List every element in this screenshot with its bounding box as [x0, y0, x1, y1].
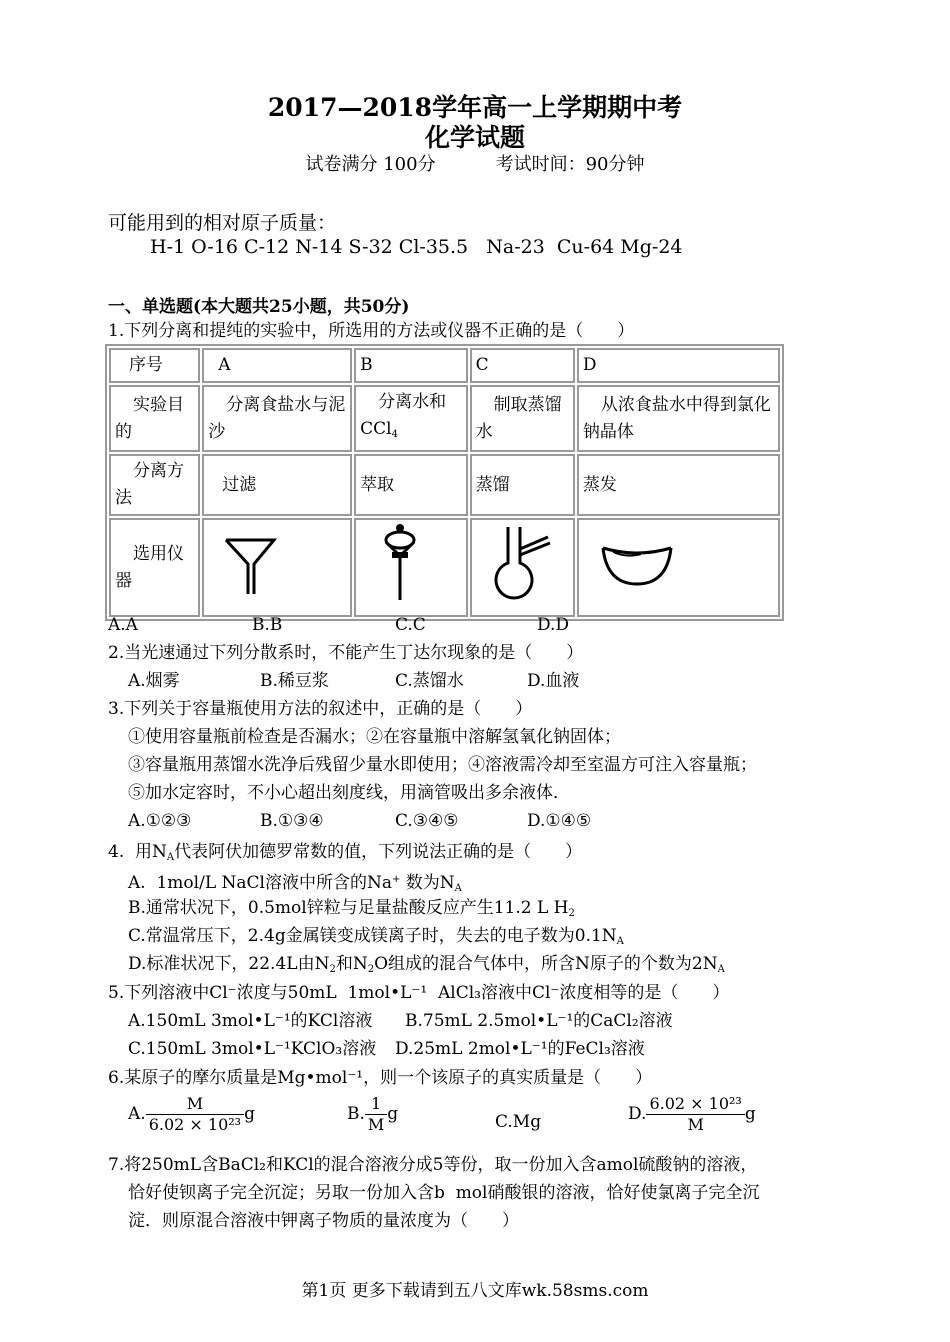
instrument-c — [470, 518, 575, 617]
q6-option-b: B. $\frac{1}{M}$ g — [347, 1094, 399, 1134]
q1-stem: 1.下列分离和提纯的实验中，所选用的方法或仪器不正确的是（ ） — [108, 321, 635, 341]
q4-stem: 4. 用$N_A$代表阿伏加德罗常数的值，下列说法正确的是（ ） — [108, 842, 583, 863]
purpose-c: 制取蒸馏水 — [470, 385, 575, 452]
q3-option-d: D.①④⑤ — [527, 811, 592, 831]
method-d: 蒸发 — [577, 454, 780, 516]
exam-score: 试卷满分 100分 — [305, 154, 436, 175]
q3-line1: ①使用容量瓶前检查是否漏水；②在容量瓶中溶解氢氧化钠固体； — [128, 727, 621, 747]
q5-option-b: B.75mL 2.5mol•L⁻¹的CaCl₂溶液 — [405, 1011, 673, 1031]
q6-option-d: D. $\frac{\text{6.02 × 10²³}}{M}$ g — [628, 1094, 756, 1134]
q4-option-a: A. 1mol/L NaCl溶液中所含的Na+ 数为$N_A$ — [128, 873, 462, 894]
q2-option-a: A.烟雾 — [128, 671, 180, 691]
q3-line2: ③容量瓶用蒸馏水洗净后残留少量水即使用；④溶液需冷却至室温方可注入容量瓶； — [128, 755, 757, 775]
q2-option-b: B.稀豆浆 — [260, 671, 329, 691]
instrument-d — [577, 518, 780, 617]
section-heading: 一、单选题(本大题共25小题，共50分) — [108, 297, 410, 317]
row-header-index: 序号 — [109, 348, 200, 383]
separatory-funnel-icon — [370, 522, 430, 604]
col-c: C — [470, 348, 575, 383]
fraction: $\frac{\text{6.02 × 10²³}}{M}$ — [646, 1094, 744, 1135]
fraction: $\frac{1}{M}$ — [365, 1094, 387, 1135]
q1-option-b: B.B — [252, 615, 283, 635]
q3-line3: ⑤加水定容时，不小心超出刻度线，用滴管吸出多余液体． — [128, 783, 570, 803]
col-a: A — [202, 348, 352, 383]
q7-line3: 淀．则原混合溶液中钾离子物质的量浓度为（ ） — [128, 1211, 519, 1231]
instrument-a — [202, 518, 352, 617]
q6-stem: 6.某原子的摩尔质量是Mg•mol⁻¹，则一个该原子的真实质量是（ ） — [108, 1068, 653, 1088]
q3-option-b: B.①③④ — [260, 811, 324, 831]
exam-meta — [0, 150, 950, 176]
q2-option-c: C.蒸馏水 — [395, 671, 464, 691]
q4-option-b: B.通常状况下，0.5mol锌粒与足量盐酸反应产生11.2 L $H_2$ — [128, 898, 575, 919]
method-b: 萃取 — [354, 454, 467, 516]
q4-option-c: C.常温常压下，2.4g金属镁变成镁离子时，失去的电子数为$0.1N_A$ — [128, 926, 624, 947]
atomic-mass-values: H-1 O-16 C-12 N-14 S-32 Cl-35.5 Na-23 Cu-64 Mg-24 — [150, 236, 683, 258]
exam-title: 2017—2018学年高一上学期期中考 — [267, 93, 683, 122]
atomic-mass-label: 可能用到的相对原子质量： — [108, 212, 337, 234]
q5-option-d: D.25mL 2mol•L⁻¹的FeCl₃溶液 — [395, 1039, 645, 1059]
method-a: 过滤 — [202, 454, 352, 516]
q7-line1: 7.将250mL含BaCl₂和KCl的混合溶液分成5等份，取一份加入含amol硫酸钠的溶液， — [108, 1155, 758, 1175]
q5-option-c: C.150mL 3mol•L⁻¹KClO₃溶液 — [128, 1039, 377, 1059]
q1-table — [105, 344, 784, 621]
q6-option-a: A. $\frac{M}{\text{6.02 × 10²³}}$ g — [128, 1094, 255, 1134]
exam-subject: 化学试题 — [424, 123, 525, 152]
row-header-purpose: 实验目的 — [109, 385, 200, 452]
funnel-icon — [218, 528, 288, 598]
q4-option-d: D.标准状况下，22.4L由$N_2$和$N_2O$组成的混合气体中，所含N原子的个数为$2N_A$ — [128, 954, 725, 975]
q5-option-a: A.150mL 3mol•L⁻¹的KCl溶液 — [128, 1011, 373, 1031]
exam-time: 考试时间：90分钟 — [495, 154, 645, 175]
purpose-b: 分离水和CCl$_4$ — [354, 385, 467, 452]
col-b: B — [354, 348, 467, 383]
purpose-d: 从浓食盐水中得到氯化钠晶体 — [577, 385, 780, 452]
q3-option-c: C.③④⑤ — [395, 811, 459, 831]
q3-stem: 3.下列关于容量瓶使用方法的叙述中，正确的是（ ） — [108, 699, 533, 719]
evaporating-dish-icon — [597, 538, 677, 588]
purpose-a: 分离食盐水与泥沙 — [202, 385, 352, 452]
instrument-b — [354, 518, 467, 617]
q6-option-c: C.Mg — [495, 1112, 542, 1132]
q7-line2: 恰好使钡离子完全沉淀；另取一份加入含b mol硝酸银的溶液，恰好使氯离子完全沉 — [128, 1183, 760, 1203]
row-header-instrument: 选用仪器 — [109, 518, 200, 617]
row-header-method: 分离方法 — [109, 454, 200, 516]
col-d: D — [577, 348, 780, 383]
distillation-flask-icon — [482, 523, 554, 603]
q5-stem: 5.下列溶液中Cl⁻浓度与50mL 1mol•L⁻¹ AlCl₃溶液中Cl⁻浓度相等的是（ ） — [108, 983, 730, 1003]
q1-option-c: C.C — [395, 615, 426, 635]
page-footer: 第1页 更多下载请到五八文库wk.58sms.com — [301, 1281, 649, 1301]
q1-option-a: A.A — [108, 615, 138, 635]
q2-stem: 2.当光速通过下列分散系时，不能产生丁达尔现象的是（ ） — [108, 643, 584, 663]
method-c: 蒸馏 — [470, 454, 575, 516]
q2-option-d: D.血液 — [527, 671, 580, 691]
fraction: $\frac{M}{\text{6.02 × 10²³}}$ — [146, 1094, 244, 1135]
q3-option-a: A.①②③ — [128, 811, 192, 831]
q1-option-d: D.D — [537, 615, 570, 635]
